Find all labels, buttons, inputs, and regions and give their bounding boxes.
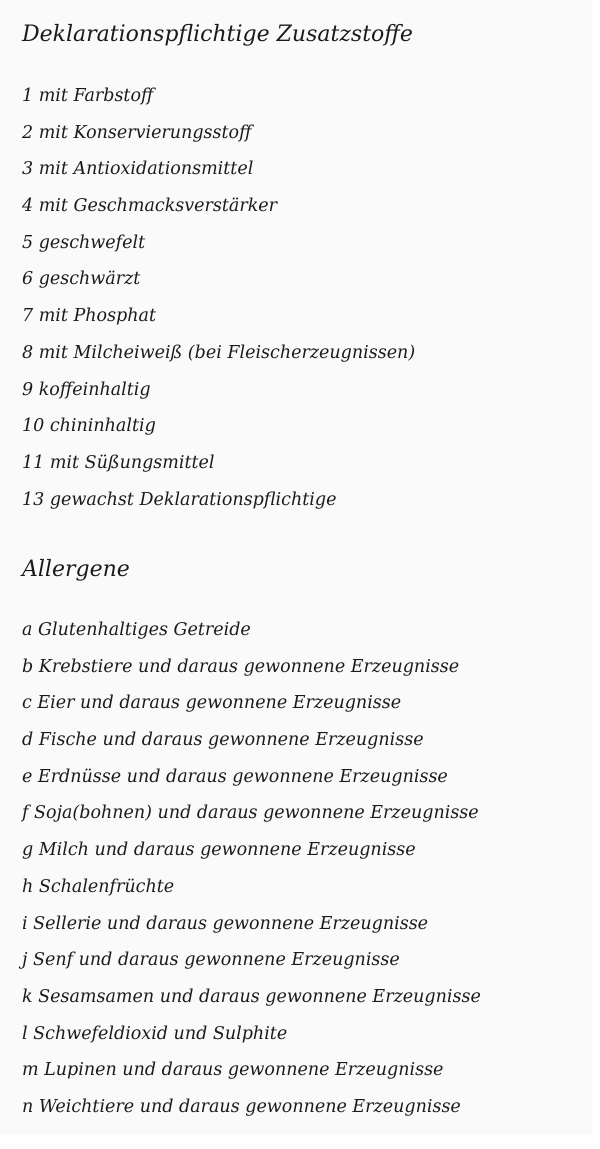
zusatzstoff-item: 13 gewachst Deklarationspflichtige — [22, 489, 337, 510]
allergen-item: c Eier und daraus gewonnene Erzeugnisse — [22, 693, 402, 714]
allergen-item: g Milch und daraus gewonnene Erzeugnisse — [22, 840, 416, 861]
zusatzstoffe-title: Deklarationspflichtige Zusatzstoffe — [22, 22, 413, 47]
zusatzstoff-item: 7 mit Phosphat — [22, 306, 156, 327]
allergen-item: i Sellerie und daraus gewonnene Erzeugnisse — [22, 913, 429, 934]
allergen-item: d Fische und daraus gewonnene Erzeugnisse — [22, 730, 424, 751]
allergen-item: m Lupinen und daraus gewonnene Erzeugnisse — [22, 1060, 444, 1081]
allergene-list — [22, 612, 481, 1126]
zusatzstoff-item: 2 mit Konservierungsstoff — [22, 122, 252, 143]
allergen-item: b Krebstiere und daraus gewonnene Erzeugnisse — [22, 656, 460, 677]
allergen-item: l Schwefeldioxid und Sulphite — [22, 1023, 288, 1044]
allergen-item: a Glutenhaltiges Getreide — [22, 620, 251, 640]
zusatzstoff-item: 9 koffeinhaltig — [22, 379, 151, 400]
zusatzstoff-item: 10 chininhaltig — [22, 416, 156, 437]
zusatzstoff-item: 1 mit Farbstoff — [22, 86, 154, 106]
allergen-item: j Senf und daraus gewonnene Erzeugnisse — [22, 950, 400, 971]
allergen-item: k Sesamsamen und daraus gewonnene Erzeugnisse — [22, 986, 481, 1007]
zusatzstoff-item: 11 mit Süßungsmittel — [22, 452, 215, 473]
allergen-item: e Erdnüsse und daraus gewonnene Erzeugnisse — [22, 766, 448, 787]
zusatzstoffe-list — [22, 78, 415, 518]
allergen-item: f Soja(bohnen) und daraus gewonnene Erzeugnisse — [22, 803, 479, 824]
zusatzstoff-item: 5 geschwefelt — [22, 232, 146, 253]
allergen-item: h Schalenfrüchte — [22, 876, 175, 897]
zusatzstoff-item: 8 mit Milcheiweiß (bei Fleischerzeugnissen) — [22, 342, 416, 363]
zusatzstoff-item: 3 mit Antioxidationsmittel — [22, 159, 254, 180]
allergene-title: Allergene — [22, 557, 130, 582]
zusatzstoff-item: 6 geschwärzt — [22, 269, 141, 290]
zusatzstoff-item: 4 mit Geschmacksverstärker — [22, 196, 278, 217]
allergen-item: n Weichtiere und daraus gewonnene Erzeugnisse — [22, 1096, 461, 1117]
